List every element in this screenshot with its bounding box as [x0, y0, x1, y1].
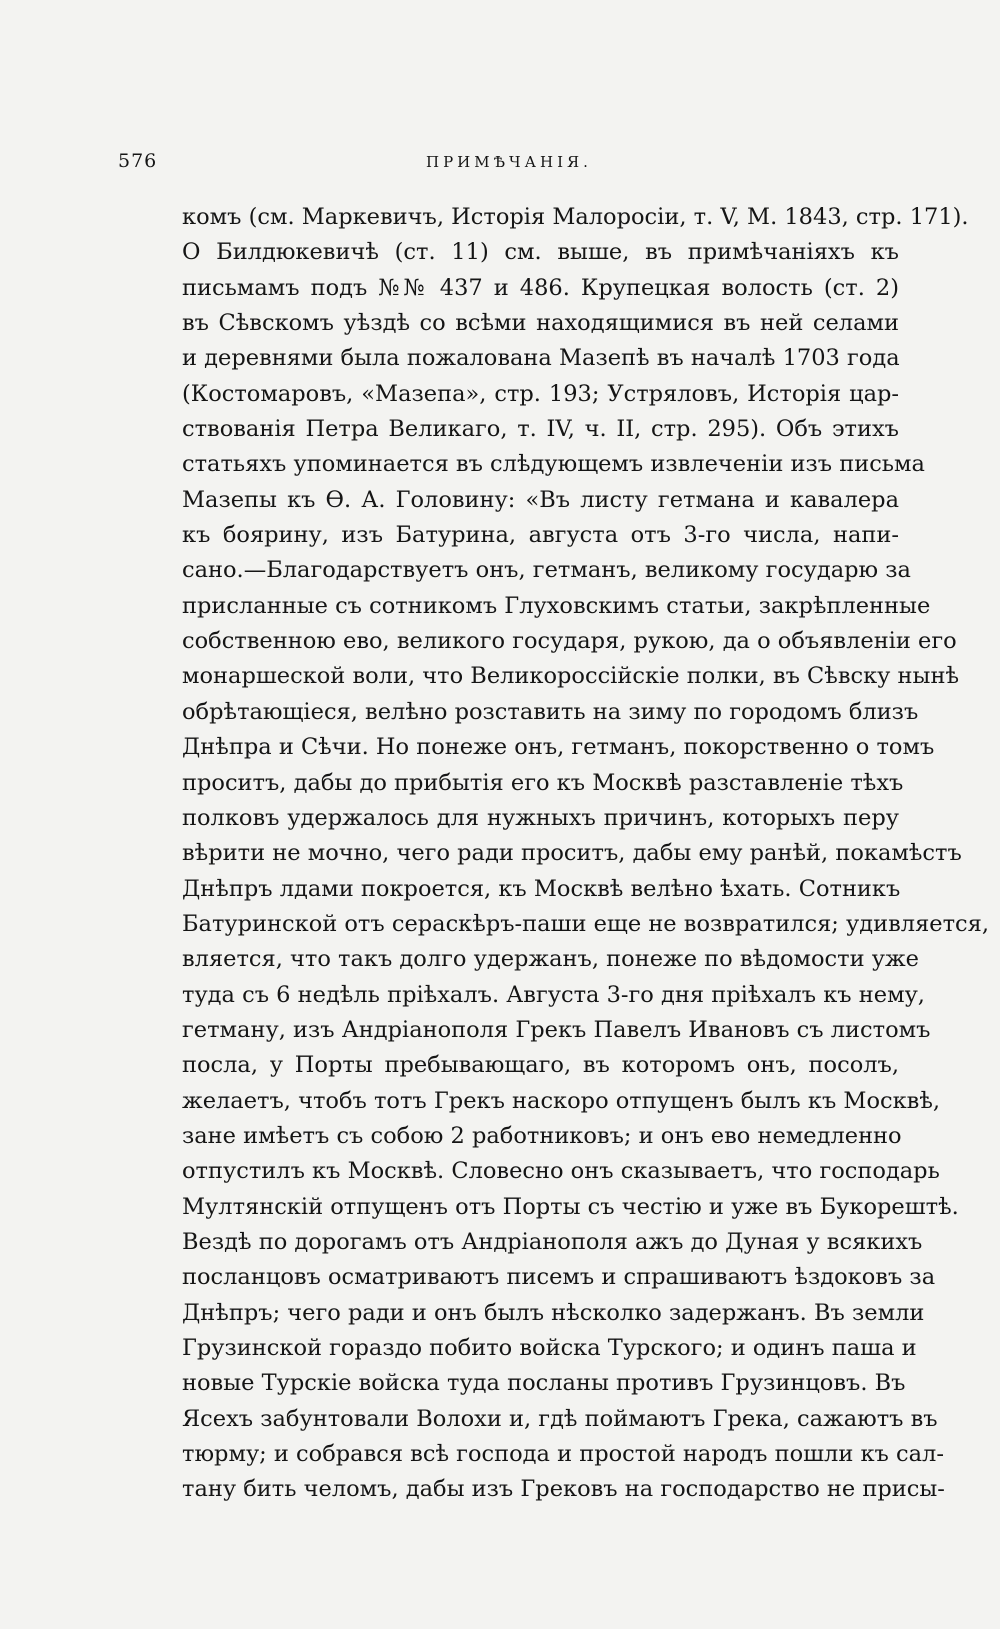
text-line: зане имѣетъ съ собою 2 работниковъ; и онъ ево немедленно: [182, 1122, 902, 1149]
page-number: 576: [118, 150, 158, 172]
text-line: присланные съ сотникомъ Глуховскимъ статьи, закрѣпленные: [182, 592, 931, 619]
text-line: комъ (см. Маркевичъ, Исторія Малоросіи, т. V, М. 1843, стр. 171).: [182, 204, 969, 230]
text-line: тюрму; и собрався всѣ господа и простой народъ пошли къ сал-: [182, 1441, 944, 1468]
text-line: Вездѣ по дорогамъ отъ Андріанополя ажъ до Дуная у всякихъ: [182, 1228, 923, 1255]
text-line: Днѣпра и Сѣчи. Но понеже онъ, гетманъ, покорственно о томъ: [182, 734, 935, 761]
text-line: и деревнями была пожалована Мазепѣ въ началѣ 1703 года: [182, 345, 900, 372]
text-line: статьяхъ упоминается въ слѣдующемъ извлеченіи изъ письма: [182, 451, 925, 478]
text-line: полковъ удержалось для нужныхъ причинъ, которыхъ перу: [182, 804, 899, 831]
text-line: Днѣпръ; чего ради и онъ былъ нѣсколко задержанъ. Въ земли: [182, 1299, 925, 1326]
text-line: въ Сѣвскомъ уѣздѣ со всѣми находящимися въ ней селами: [182, 310, 899, 337]
text-line: Батуринской отъ сераскѣръ-паши еще не возвратился; удивляется,: [182, 910, 989, 937]
text-line: монаршеской воли, что Великороссійскіе полки, въ Сѣвску нынѣ: [182, 663, 960, 690]
body-text: [182, 200, 989, 1508]
text-line: вляется, что такъ долго удержанъ, понеже по вѣдомости уже: [182, 946, 919, 973]
text-line: письмамъ подъ №№ 437 и 486. Крупецкая волость (ст. 2): [182, 274, 899, 301]
text-line: къ боярину, изъ Батурина, августа отъ 3-го числа, напи-: [182, 522, 899, 549]
text-line: тану бить челомъ, дабы изъ Грековъ на господарство не присы-: [182, 1476, 945, 1503]
text-line: посла, у Порты пребывающаго, въ которомъ онъ, посолъ,: [182, 1052, 899, 1079]
text-line: желаетъ, чтобъ тотъ Грекъ наскоро отпущенъ былъ къ Москвѣ,: [182, 1087, 941, 1114]
text-line: О Билдюкевичѣ (ст. 11) см. выше, въ примѣчаніяхъ къ: [182, 239, 899, 266]
page-header: [118, 150, 888, 176]
text-line: Мултянскій отпущенъ отъ Порты съ честію и уже въ Букорештѣ.: [182, 1193, 959, 1220]
text-line: посланцовъ осматриваютъ писемъ и спрашиваютъ ѣздоковъ за: [182, 1264, 936, 1291]
text-line: Грузинской гораздо побито войска Турского; и одинъ паша и: [182, 1335, 917, 1361]
text-line: новые Турскіе войска туда посланы противъ Грузинцовъ. Въ: [182, 1370, 906, 1397]
text-line: отпустилъ къ Москвѣ. Словесно онъ сказываетъ, что господарь: [182, 1158, 940, 1185]
text-line: сано.—Благодарствуетъ онъ, гетманъ, великому государю за: [182, 557, 911, 584]
text-line: проситъ, дабы до прибытія его къ Москвѣ разставленіе тѣхъ: [182, 769, 904, 796]
text-line: Мазепы къ Ѳ. А. Головину: «Въ листу гетмана и кавалера: [182, 486, 899, 513]
text-line: Ясехъ забунтовали Волохи и, гдѣ поймаютъ Грека, сажаютъ въ: [182, 1405, 938, 1432]
text-line: (Костомаровъ, «Мазепа», стр. 193; Устряловъ, Исторія цар-: [182, 380, 899, 407]
text-line: вѣрити не мочно, чего ради проситъ, дабы ему ранѣй, покамѣстъ: [182, 840, 962, 867]
text-line: собственною ево, великого государя, рукою, да о объявленіи его: [182, 628, 957, 655]
text-line: гетману, изъ Андріанополя Грекъ Павелъ Ивановъ съ листомъ: [182, 1016, 931, 1043]
text-line: Днѣпръ лдами покроется, къ Москвѣ велѣно ѣхать. Сотникъ: [182, 875, 901, 902]
text-line: туда съ 6 недѣль пріѣхалъ. Августа 3-го дня пріѣхалъ къ нему,: [182, 981, 925, 1008]
text-line: обрѣтающіеся, велѣно розставить на зиму по городомъ близъ: [182, 698, 919, 725]
text-line: ствованія Петра Великаго, т. IV, ч. II, стр. 295). Объ этихъ: [182, 416, 899, 443]
running-head: ПРИМѢЧАНІЯ.: [426, 153, 592, 171]
